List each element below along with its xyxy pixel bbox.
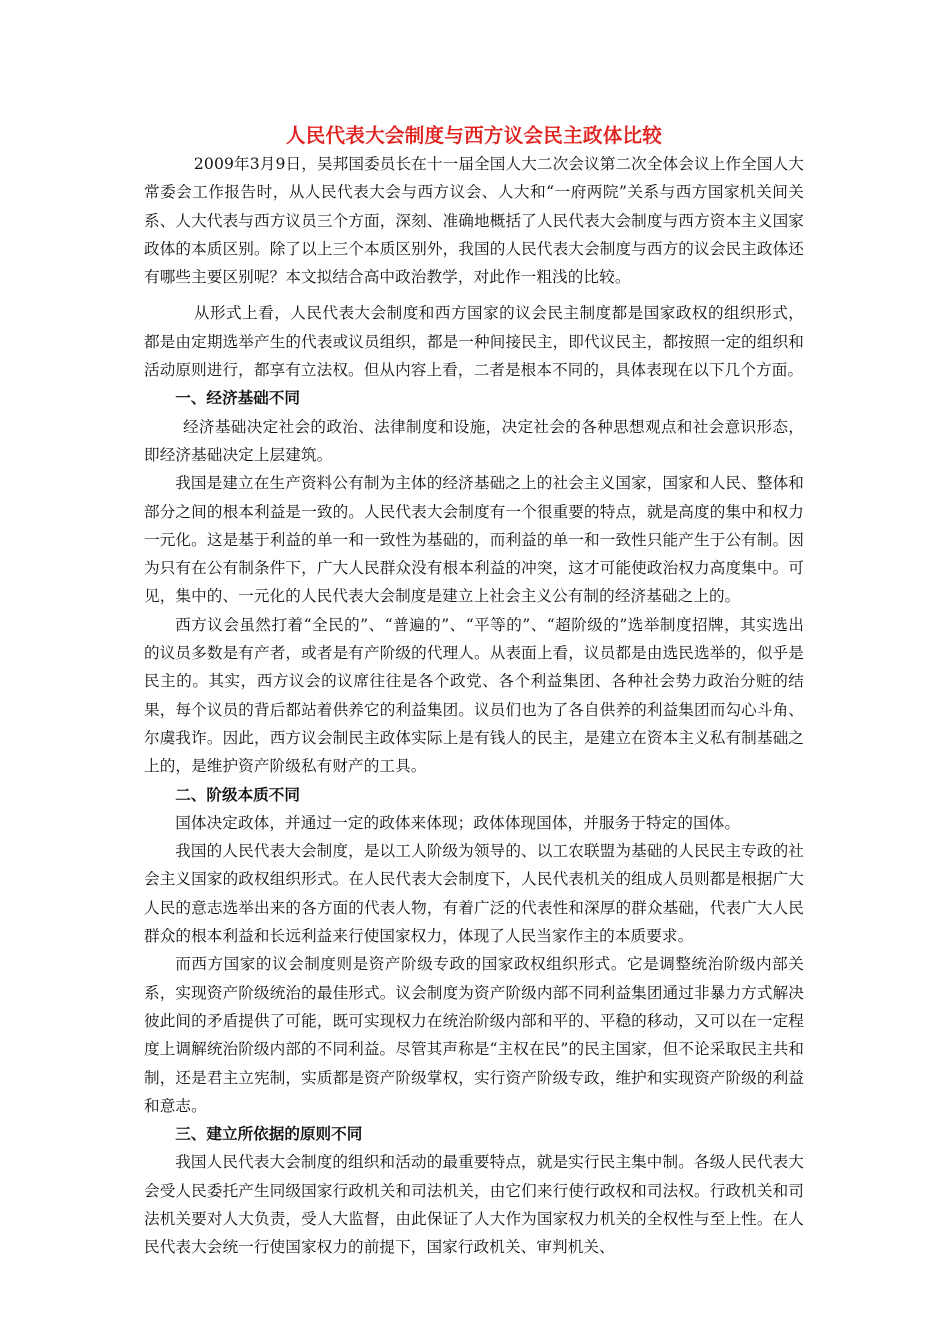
paragraph-gap — [144, 291, 804, 299]
document-title: 人民代表大会制度与西方议会民主政体比较 — [285, 124, 663, 147]
section-1-paragraph-3: 西方议会虽然打着“全民的”、“普遍的”、“平等的”、“超阶级的”选举制度招牌，其实选出的议员多数是有产者，或者是有产阶级的代理人。从表面上看，议员都是由选民选举的，似乎是民主的。其实，西方议会的议席往往是各个政党、各个利益集团、各种社会势力政治分赃的结果，每个议员的背后都站着供养它的利益集团。议员们也为了各自供养的利益集团而勾心斗角、尔虞我诈。因此，西方议会制民主政体实际上是有钱人的民主，是建立在资本主义私有制基础之上的，是维护资产阶级私有财产的工具。 — [144, 615, 804, 776]
intro-paragraph-1: 2009年3月9日，吴邦国委员长在十一届全国人大二次会议第二次全体会议上作全国人大常委会工作报告时，从人民代表大会与西方议会、人大和“一府两院”关系与西方国家机关间关系、人大代表与西方议员三个方面，深刻、准确地概括了人民代表大会制度与西方资本主义国家政体的本质区别。除了以上三个本质区别外，我国的人民代表大会制度与西方的议会民主政体还有哪些主要区别呢？本文拟结合高中政治教学，对此作一粗浅的比较。 — [144, 155, 804, 287]
section-2-paragraph-1: 国体决定政体，并通过一定的政体来体现；政体体现国体，并服务于特定的国体。 — [175, 813, 741, 832]
section-1-paragraph-2: 我国是建立在生产资料公有制为主体的经济基础之上的社会主义国家，国家和人民、整体和部分之间的根本利益是一致的。人民代表大会制度有一个很重要的特点，就是高度的集中和权力一元化。这是基于利益的单一和一致性为基础的，而利益的单一和一致性只能产生于公有制。因为只有在公有制条件下，广大人民群众没有根本利益的冲突，这才可能使政治权力高度集中。可见，集中的、一元化的人民代表大会制度是建立上社会主义公有制的经济基础之上的。 — [144, 474, 804, 606]
document-page — [144, 122, 804, 1262]
section-heading-class-nature: 二、阶级本质不同 — [175, 784, 300, 804]
intro-paragraph-2: 从形式上看，人民代表大会制度和西方国家的议会民主制度都是国家政权的组织形式，都是由定期选举产生的代表或议员组织，都是一种间接民主，即代议民主，都按照一定的组织和活动原则进行，都享有立法权。但从内容上看，二者是根本不同的，具体表现在以下几个方面。 — [144, 304, 804, 380]
section-2-paragraph-3: 而西方国家的议会制度则是资产阶级专政的国家政权组织形式。它是调整统治阶级内部关系，实现资产阶级统治的最佳形式。议会制度为资产阶级内部不同利益集团通过非暴力方式解决彼此间的矛盾提供了可能，既可实现权力在统治阶级内部和平的、平稳的移动，又可以在一定程度上调解统治阶级内部的不同利益。尽管其声称是“主权在民”的民主国家，但不论采取民主共和制，还是君主立宪制，实质都是资产阶级掌权，实行资产阶级专政，维护和实现资产阶级的利益和意志。 — [144, 955, 804, 1115]
section-2-paragraph-2: 我国的人民代表大会制度，是以工人阶级为领导的、以工农联盟为基础的人民民主专政的社会主义国家的政权组织形式。在人民代表大会制度下，人民代表机关的组成人员则都是根据广大人民的意志选举出来的各方面的代表人物，有着广泛的代表性和深厚的群众基础，代表广大人民群众的根本利益和长远利益来行使国家权力，体现了人民当家作主的本质要求。 — [144, 842, 804, 946]
section-3-paragraph-1: 我国人民代表大会制度的组织和活动的最重要特点，就是实行民主集中制。各级人民代表大会受人民委托产生同级国家行政机关和司法机关，由它们来行使行政权和司法权。行政机关和司法机关要对人大负责，受人大监督，由此保证了人大作为国家权力机关的全权性与至上性。在人民代表大会统一行使国家权力的前提下，国家行政机关、审判机关、 — [144, 1153, 804, 1257]
section-1-paragraph-1: 经济基础决定社会的政治、法律制度和设施，决定社会的各种思想观点和社会意识形态，即经济基础决定上层建筑。 — [144, 417, 804, 464]
section-heading-economic-basis: 一、经济基础不同 — [175, 388, 300, 408]
section-heading-principles: 三、建立所依据的原则不同 — [175, 1124, 363, 1144]
